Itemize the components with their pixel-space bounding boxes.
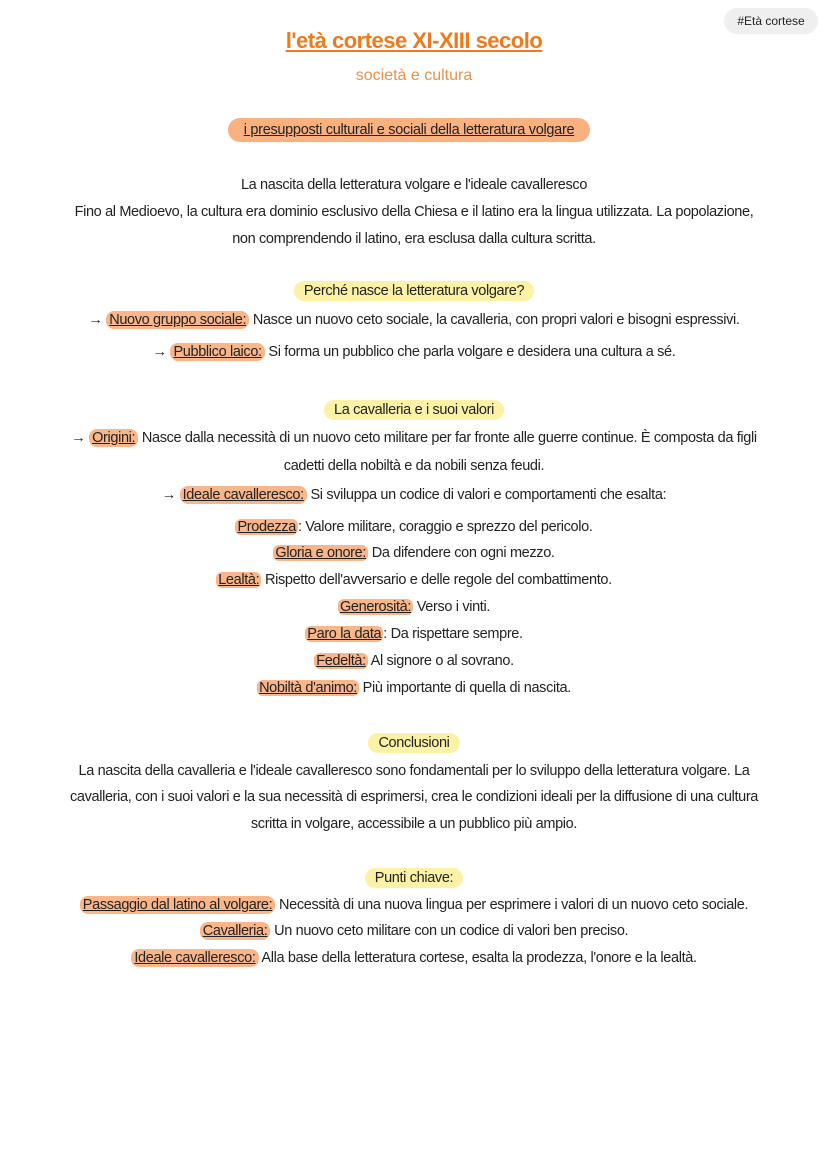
item-label: Ideale cavalleresco: xyxy=(180,486,307,504)
value-label: Paro la data xyxy=(307,626,382,642)
value-label: Generosità: xyxy=(339,599,412,615)
value-text: Verso i vinti. xyxy=(413,599,491,615)
value-item xyxy=(0,677,828,699)
conclusions-text: cavalleria, con i suoi valori e la sua necessità di esprimersi, crea le condizioni ideali per la diffusione di una cultura xyxy=(69,789,759,805)
item-label: Passaggio dal latino al volgare: xyxy=(80,896,276,914)
item-text: Alla base della letteratura cortese, esalta la prodezza, l'onore e la lealtà. xyxy=(258,950,697,966)
conclusions-text: scritta in volgare, accessibile a un pubblico più ampio. xyxy=(250,816,578,832)
value-text: Al signore o al sovrano. xyxy=(367,653,514,669)
value-text: Da difendere con ogni mezzo. xyxy=(368,545,555,561)
value-label: Gloria e onore: xyxy=(275,545,367,561)
key-point xyxy=(0,920,828,942)
item-text: Un nuovo ceto militare con un codice di valori ben preciso. xyxy=(270,923,629,939)
value-text: Rispetto dell'avversario e delle regole del combattimento. xyxy=(261,572,612,588)
item-text: Si forma un pubblico che parla volgare e desidera una cultura a sé. xyxy=(264,344,676,360)
value-text: : Valore militare, coraggio e sprezzo del pericolo. xyxy=(297,519,593,535)
why-heading: Perché nasce la letteratura volgare? xyxy=(294,281,534,301)
value-item xyxy=(0,569,828,591)
item-label: Pubblico laico: xyxy=(170,343,264,361)
arrow-icon: → xyxy=(71,430,86,446)
value-label: Fedeltà: xyxy=(316,653,366,669)
value-item xyxy=(0,623,828,645)
item-label: Ideale cavalleresco: xyxy=(131,949,258,967)
arrow-icon: → xyxy=(88,312,103,328)
value-item xyxy=(0,596,828,618)
arrow-icon: → xyxy=(161,487,176,503)
conclusions-text: La nascita della cavalleria e l'ideale cavalleresco sono fondamentali per lo sviluppo della letteratura volgare. La xyxy=(78,763,750,779)
arrow-icon: → xyxy=(152,344,167,360)
item-text: Necessità di una nuova lingua per esprimere i valori di un nuovo ceto sociale. xyxy=(275,897,749,913)
value-text: : Da rispettare sempre. xyxy=(383,626,523,642)
conclusions-heading: Conclusioni xyxy=(368,733,459,753)
item-text: Nasce dalla necessità di un nuovo ceto militare per far fronte alle guerre continue. È composta da figli xyxy=(138,430,757,446)
tag-chip[interactable]: #Età cortese xyxy=(724,8,818,34)
item-label: Cavalleria: xyxy=(200,922,271,940)
intro-text: Fino al Medioevo, la cultura era dominio esclusivo della Chiesa e il latino era la lingua utilizzata. La popolazione, xyxy=(74,204,754,220)
value-item xyxy=(0,542,828,564)
cav-heading: La cavalleria e i suoi valori xyxy=(324,400,504,420)
value-label: Nobiltà d'animo: xyxy=(259,680,357,696)
value-item xyxy=(0,516,828,538)
list-item xyxy=(0,484,828,506)
item-text: Nasce un nuovo ceto sociale, la cavalleria, con propri valori e bisogni espressivi. xyxy=(249,312,740,328)
section-heading: i presupposti culturali e sociali della letteratura volgare xyxy=(228,118,590,142)
list-item xyxy=(0,309,828,331)
value-label: Prodezza xyxy=(237,519,296,535)
item-label: Nuovo gruppo sociale: xyxy=(106,311,249,329)
key-points-heading: Punti chiave: xyxy=(365,868,463,888)
key-point xyxy=(0,894,828,916)
item-text: Si sviluppa un codice di valori e comportamenti che esalta: xyxy=(306,487,667,503)
item-text: cadetti della nobiltà e da nobili senza feudi. xyxy=(283,458,545,474)
intro-heading: La nascita della letteratura volgare e l'ideale cavalleresco xyxy=(240,177,588,193)
value-label: Lealtà: xyxy=(218,572,260,588)
value-text: Più importante di quella di nascita. xyxy=(358,680,571,696)
item-label: Origini: xyxy=(89,429,138,447)
list-item xyxy=(0,341,828,363)
page-subtitle: società e cultura xyxy=(355,67,473,84)
intro-text: non comprendendo il latino, era esclusa dalla cultura scritta. xyxy=(232,231,596,247)
page-title: l'età cortese XI-XIII secolo xyxy=(285,28,543,53)
list-item xyxy=(0,427,828,449)
value-item xyxy=(0,650,828,672)
key-point xyxy=(0,947,828,969)
